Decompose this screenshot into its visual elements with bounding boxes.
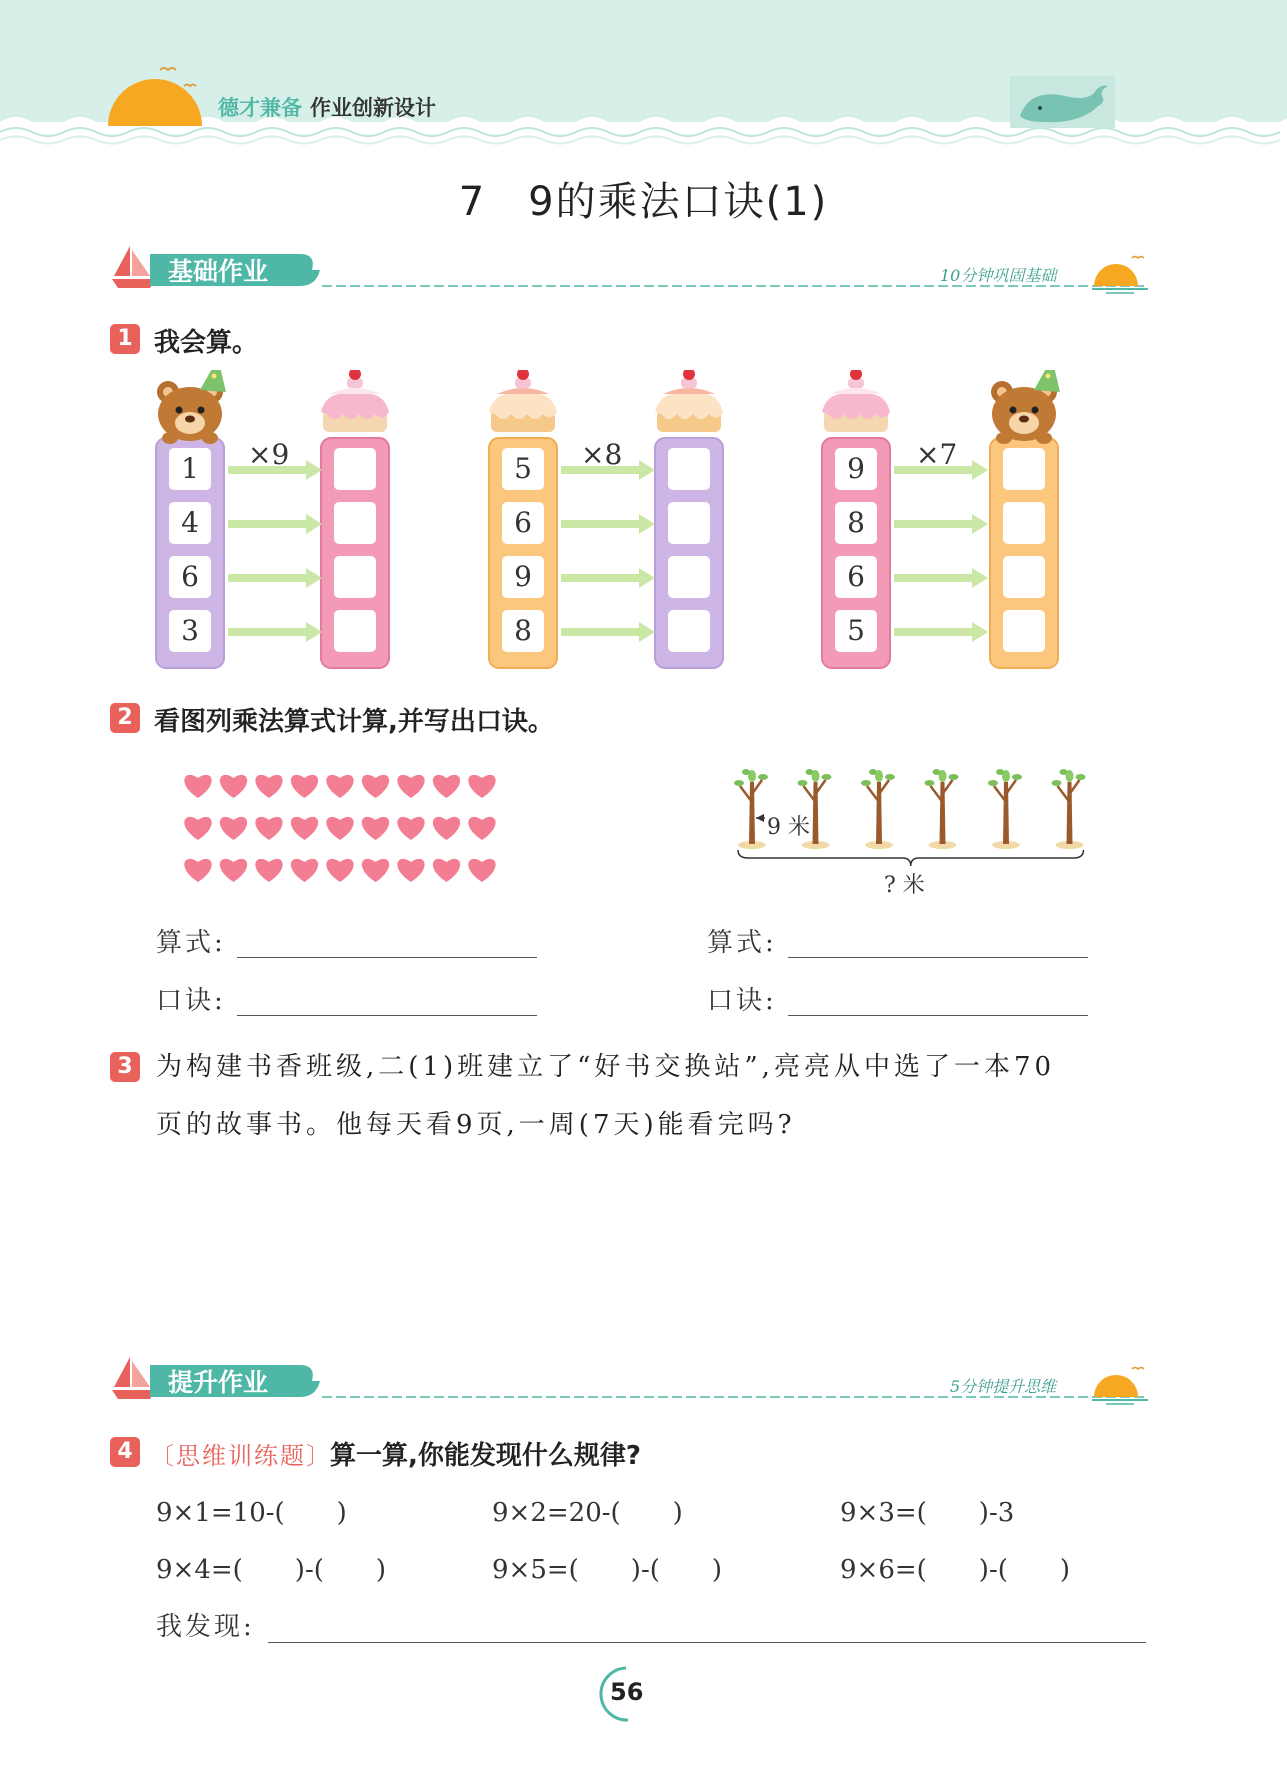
formula-label-right: 算式: [707,928,777,958]
page-number: 56 [610,1678,644,1706]
whale-icon [1010,76,1115,128]
q1-input-cell: 9 [835,448,877,490]
heart-icon [362,859,389,882]
question-number-3: 3 [110,1052,140,1082]
q1-answer-box[interactable] [668,610,710,652]
q4-equation[interactable]: 9×5=( )-( ) [492,1555,723,1585]
heart-icon [184,859,211,882]
sun-icon [100,58,210,128]
q1-input-cell: 8 [835,502,877,544]
q4-equation[interactable]: 9×1=10-( ) [156,1498,347,1528]
question-text-1: 我会算。 [154,328,259,358]
question-number-1: 1 [110,324,140,354]
q1-answer-box[interactable] [668,448,710,490]
heart-icon [362,775,389,798]
heart-icon [291,775,318,798]
thinking-tag: 〔思维训练题〕 [150,1442,332,1470]
tree-icon [988,769,1022,849]
heart-icon [326,775,353,798]
heart-icon [255,859,282,882]
q1-answer-box[interactable] [334,556,376,598]
q1-answer-box[interactable] [1003,502,1045,544]
rhyme-label-right: 口诀: [707,986,777,1016]
rhyme-label-left: 口诀: [156,986,226,1016]
heart-icon [291,859,318,882]
tree-icon [925,769,959,849]
q1-answer-box[interactable] [668,556,710,598]
formula-label-left: 算式: [156,928,226,958]
discover-label: 我发现: [156,1612,255,1642]
q1-operator-3: ×7 [916,438,958,471]
heart-icon [433,817,460,840]
heart-icon [326,859,353,882]
hearts-array [180,762,510,892]
brand-sub: 作业创新设计 [310,96,436,120]
heart-icon [220,817,247,840]
q4-equation[interactable]: 9×4=( )-( ) [156,1555,387,1585]
tree-icon [734,769,768,849]
heart-icon [397,817,424,840]
section-note-advanced: 5分钟提升思维 [950,1377,1057,1396]
heart-icon [220,775,247,798]
tree-gap-label: 9 米 [765,810,812,841]
formula-answer-line-left[interactable] [237,955,537,958]
heart-icon [433,775,460,798]
q1-input-cell: 1 [169,448,211,490]
q4-equation[interactable]: 9×2=20-( ) [492,1498,683,1528]
q1-input-cell: 4 [169,502,211,544]
discover-answer-line[interactable] [268,1640,1146,1643]
heart-icon [184,775,211,798]
heart-icon [397,775,424,798]
heart-icon [362,817,389,840]
sun-small-icon [1092,252,1148,294]
section-note-basic: 10分钟巩固基础 [940,266,1057,285]
heart-icon [326,817,353,840]
question-number-2: 2 [110,703,140,733]
sun-small-icon [1092,1363,1148,1405]
heart-icon [397,859,424,882]
q1-answer-box[interactable] [1003,448,1045,490]
rhyme-answer-line-right[interactable] [788,1013,1088,1016]
heart-icon [291,817,318,840]
q1-input-cell: 8 [502,610,544,652]
heart-icon [184,817,211,840]
heart-icon [433,859,460,882]
tree-total-label: ? 米 [884,873,925,898]
question-text-2: 看图列乘法算式计算,并写出口诀。 [154,707,554,737]
page-title: 7 9的乘法口诀(1) [458,179,829,225]
q1-operator-2: ×8 [581,438,623,471]
q1-answer-box[interactable] [334,610,376,652]
section-label-advanced: 提升作业 [168,1368,269,1397]
tree-icon [1052,769,1086,849]
q1-answer-box[interactable] [1003,556,1045,598]
q1-input-cell: 9 [502,556,544,598]
question-text-3-line1: 为构建书香班级,二(1)班建立了“好书交换站”,亮亮从中选了一本70 [156,1052,1056,1082]
q1-answer-box[interactable] [1003,610,1045,652]
q1-input-cell: 3 [169,610,211,652]
q1-answer-box[interactable] [668,502,710,544]
question-number-4: 4 [110,1437,140,1467]
tree-icon [861,769,895,849]
rhyme-answer-line-left[interactable] [237,1013,537,1016]
q4-equation[interactable]: 9×6=( )-( ) [840,1555,1071,1585]
q3-answer-area[interactable] [156,1160,1146,1320]
q4-equation[interactable]: 9×3=( )-3 [840,1498,1015,1528]
q1-answer-box[interactable] [334,448,376,490]
brand-title [218,92,436,122]
q1-input-cell: 6 [835,556,877,598]
heart-icon [468,817,495,840]
q1-input-cell: 5 [835,610,877,652]
brand-main: 德才兼备 [218,96,302,120]
heart-icon [468,775,495,798]
formula-answer-line-right[interactable] [788,955,1088,958]
q1-input-cell: 5 [502,448,544,490]
heart-icon [220,859,247,882]
q1-operator-1: ×9 [248,438,290,471]
question-text-3-line2: 页的故事书。他每天看9页,一周(7天)能看完吗? [156,1110,796,1140]
heart-icon [468,859,495,882]
heart-icon [255,775,282,798]
arrow-head-left [756,814,764,822]
section-label-basic: 基础作业 [168,257,269,286]
q1-answer-box[interactable] [334,502,376,544]
q1-input-cell: 6 [502,502,544,544]
total-brace [738,850,1084,866]
question-text-4: 算一算,你能发现什么规律? [330,1441,641,1471]
q1-input-cell: 6 [169,556,211,598]
heart-icon [255,817,282,840]
